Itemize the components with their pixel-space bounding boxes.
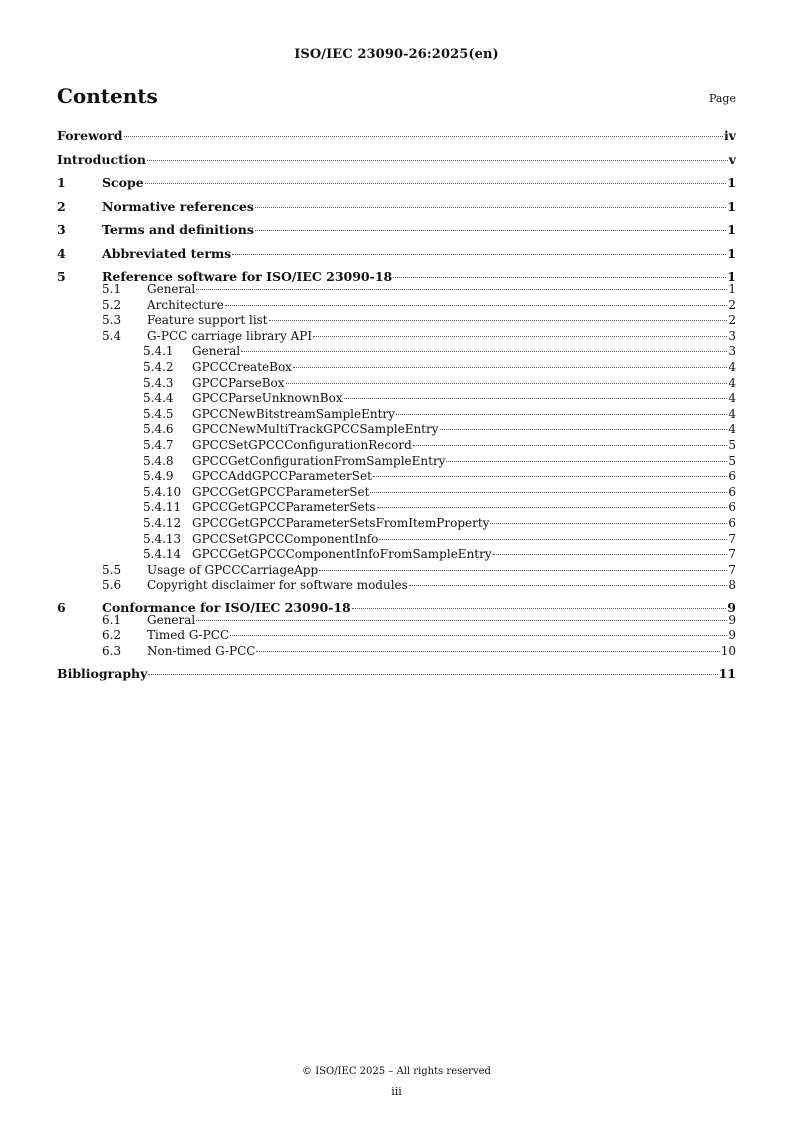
toc-entry-title: GPCCSetGPCCConfigurationRecord	[192, 437, 412, 452]
toc-entry-title: GPCCAddGPCCParameterSet	[192, 469, 372, 484]
toc-entry-page: 3	[728, 328, 736, 343]
toc-entry-title: General	[147, 282, 196, 296]
toc-leader-dots	[255, 230, 726, 231]
toc-entry-page: 8	[728, 578, 736, 593]
toc-entry-page: 6	[728, 469, 736, 484]
toc-entry-title: G-PCC carriage library API	[147, 328, 313, 343]
toc-entry-number: 5.4.5	[143, 406, 174, 421]
toc-entry-number: 3	[57, 222, 66, 237]
toc-entry-title: GPCCSetGPCCComponentInfo	[192, 531, 379, 546]
toc-leader-dots	[319, 570, 727, 571]
toc-entry-number: 1	[57, 175, 66, 190]
toc-leader-dots	[377, 507, 728, 508]
toc-leader-dots	[286, 383, 728, 384]
toc-entry[interactable]	[57, 532, 736, 548]
toc-entry-page: v	[728, 151, 736, 167]
toc-entry-page: 6	[728, 500, 736, 515]
toc-entry-title: Copyright disclaimer for software modules	[147, 578, 408, 593]
toc-entry-number: 6	[57, 599, 66, 615]
toc-entry-title: GPCCCreateBox	[192, 359, 292, 374]
toc-entry-number: 6.1	[102, 612, 122, 627]
toc-leader-dots	[440, 429, 728, 430]
toc-entry[interactable]	[57, 438, 736, 454]
toc-leader-dots	[373, 476, 727, 477]
toc-entry[interactable]	[57, 407, 736, 423]
toc-entry-title: Bibliography	[57, 665, 148, 681]
toc-leader-dots	[241, 351, 727, 352]
toc-entry-title: GPCCNewMultiTrackGPCCSampleEntry	[192, 422, 439, 437]
toc-entry[interactable]	[57, 613, 736, 629]
toc-entry-number: 6.2	[102, 628, 122, 643]
toc-entry-number: 5	[57, 269, 66, 284]
toc-entry-number: 5.4	[102, 328, 122, 343]
toc-entry-number: 5.4.4	[143, 391, 174, 406]
toc-entry-page: 4	[728, 359, 736, 374]
toc-entry-title: Timed G-PCC	[147, 628, 230, 643]
toc-entry[interactable]	[57, 344, 736, 360]
toc-leader-dots	[344, 398, 728, 399]
toc-entry-page: 3	[728, 344, 736, 359]
toc-leader-dots	[370, 492, 727, 493]
toc-entry-title: Terms and definitions	[102, 222, 254, 237]
toc-entry-title: Foreword	[57, 128, 123, 143]
toc-entry-title: Usage of GPCCCarriageApp	[147, 562, 319, 577]
toc-entry-page: 11	[718, 665, 736, 681]
toc-entry[interactable]	[57, 329, 736, 345]
toc-entry-number: 5.2	[102, 297, 122, 312]
toc-entry[interactable]	[57, 175, 736, 199]
toc-entry[interactable]	[57, 578, 736, 594]
toc-entry-page: 2	[728, 313, 736, 328]
toc-entry[interactable]	[57, 454, 736, 470]
toc-entry-title: GPCCParseUnknownBox	[192, 391, 343, 406]
toc-leader-dots	[446, 461, 727, 462]
toc-entry[interactable]	[57, 199, 736, 223]
toc-entry-number: 5.4.6	[143, 422, 174, 437]
toc-entry[interactable]	[57, 628, 736, 644]
toc-entry-number: 5.6	[102, 578, 122, 593]
toc-entry-page: 9	[727, 599, 736, 615]
toc-leader-dots	[490, 523, 727, 524]
toc-entry-page: 4	[728, 422, 736, 437]
toc-entry-number: 2	[57, 198, 66, 214]
toc-leader-dots	[145, 183, 727, 184]
toc-entry-page: 1	[727, 222, 736, 237]
toc-entry-number: 5.4.11	[143, 500, 182, 515]
toc-entry-number: 5.4.1	[143, 344, 174, 359]
toc-entry-page: 4	[728, 406, 736, 421]
toc-entry-page: 7	[728, 562, 736, 577]
page-number: iii	[391, 1085, 402, 1098]
toc-entry-title: GPCCGetGPCCComponentInfoFromSampleEntry	[192, 547, 492, 562]
toc-leader-dots	[147, 160, 728, 161]
toc-entry[interactable]	[57, 282, 736, 298]
toc-leader-dots	[148, 674, 717, 675]
toc-entry-title: Reference software for ISO/IEC 23090-18	[102, 269, 393, 284]
toc-entry[interactable]	[57, 422, 736, 438]
toc-entry[interactable]	[57, 500, 736, 516]
toc-entry-number: 6.3	[102, 644, 122, 659]
toc-entry-number: 5.4.8	[143, 453, 174, 468]
toc-leader-dots	[493, 554, 728, 555]
toc-entry-title: Feature support list	[147, 313, 268, 328]
toc-leader-dots	[255, 207, 726, 208]
page-title: Contents	[57, 84, 158, 108]
toc-leader-dots	[409, 585, 728, 586]
toc-entry-title: Non-timed G-PCC	[147, 644, 256, 659]
toc-leader-dots	[225, 305, 728, 306]
toc-entry[interactable]	[57, 469, 736, 485]
toc-entry-title: Introduction	[57, 151, 147, 167]
toc-entry-page: 10	[720, 644, 736, 659]
toc-entry-page: 6	[728, 515, 736, 530]
toc-entry-page: 7	[728, 547, 736, 562]
toc-entry-page: 1	[727, 245, 736, 261]
toc-entry-number: 5.4.7	[143, 437, 174, 452]
toc-entry-title: Abbreviated terms	[102, 245, 232, 261]
toc-entry-title: Architecture	[147, 297, 224, 312]
toc-entry[interactable]	[57, 128, 736, 152]
toc-leader-dots	[352, 608, 727, 609]
toc-entry-number: 4	[57, 245, 66, 261]
toc-entry-page: 7	[728, 531, 736, 546]
copyright-footer: © ISO/IEC 2025 – All rights reserved	[302, 1066, 491, 1077]
toc-entry-number: 5.5	[102, 562, 122, 577]
toc-entry[interactable]	[57, 644, 736, 660]
toc-entry-title: Normative references	[102, 198, 254, 214]
toc-entry-number: 5.3	[102, 313, 122, 328]
toc-entry[interactable]	[57, 485, 736, 501]
toc-leader-dots	[256, 651, 719, 652]
toc-leader-dots	[413, 445, 728, 446]
toc-entry[interactable]	[57, 563, 736, 579]
toc-entry-title: Conformance for ISO/IEC 23090-18	[102, 599, 351, 615]
toc-entry-title: GPCCGetConfigurationFromSampleEntry	[192, 453, 446, 468]
toc-entry-title: GPCCNewBitstreamSampleEntry	[192, 406, 395, 421]
toc-entry-page: 5	[728, 453, 736, 468]
toc-leader-dots	[196, 620, 727, 621]
toc-leader-dots	[269, 320, 728, 321]
toc-leader-dots	[196, 289, 727, 290]
toc-entry-page: 1	[728, 282, 736, 296]
toc-entry-title: General	[147, 612, 196, 627]
toc-leader-dots	[124, 136, 723, 137]
toc-leader-dots	[293, 367, 727, 368]
toc-leader-dots	[393, 277, 726, 278]
toc-entry-title: Scope	[102, 175, 144, 190]
toc-entry[interactable]	[57, 360, 736, 376]
toc-entry-page: 2	[728, 297, 736, 312]
toc-entry-number: 5.4.13	[143, 531, 182, 546]
toc-entry[interactable]	[57, 547, 736, 563]
toc-entry-title: GPCCParseBox	[192, 375, 285, 390]
page-column-label: Page	[708, 92, 736, 105]
toc-entry-number: 5.4.2	[143, 359, 174, 374]
toc-entry-page: 5	[728, 437, 736, 452]
toc-leader-dots	[232, 254, 726, 255]
toc-entry-page: 9	[728, 612, 736, 627]
toc-entry-title: GPCCGetGPCCParameterSetsFromItemProperty	[192, 515, 490, 530]
toc-entry[interactable]	[57, 391, 736, 407]
toc-leader-dots	[230, 635, 727, 636]
toc-entry[interactable]	[57, 376, 736, 392]
toc-entry-number: 5.4.14	[143, 547, 182, 562]
table-of-contents	[57, 128, 736, 689]
toc-entry[interactable]	[57, 666, 736, 690]
toc-entry-title: GPCCGetGPCCParameterSet	[192, 484, 370, 499]
toc-entry-page: 1	[727, 175, 736, 190]
toc-entry-number: 5.1	[102, 282, 122, 296]
toc-entry-page: 6	[728, 484, 736, 499]
toc-entry-page: 1	[727, 269, 736, 284]
toc-entry[interactable]	[57, 313, 736, 329]
toc-leader-dots	[313, 336, 727, 337]
document-id-header: ISO/IEC 23090-26:2025(en)	[294, 47, 499, 62]
toc-entry-page: 4	[728, 391, 736, 406]
toc-entry[interactable]	[57, 516, 736, 532]
toc-leader-dots	[379, 539, 727, 540]
toc-entry-number: 5.4.10	[143, 484, 182, 499]
toc-entry-title: General	[192, 344, 241, 359]
toc-entry-page: 1	[727, 198, 736, 214]
toc-entry[interactable]	[57, 152, 736, 176]
toc-entry[interactable]	[57, 298, 736, 314]
toc-entry-page: 4	[728, 375, 736, 390]
toc-entry[interactable]	[57, 246, 736, 270]
toc-entry-page: iv	[723, 128, 736, 143]
toc-leader-dots	[396, 414, 727, 415]
toc-entry[interactable]	[57, 222, 736, 246]
toc-entry-number: 5.4.3	[143, 375, 174, 390]
toc-entry-title: GPCCGetGPCCParameterSets	[192, 500, 376, 515]
toc-entry-number: 5.4.12	[143, 515, 182, 530]
toc-entry-number: 5.4.9	[143, 469, 174, 484]
toc-entry-page: 9	[728, 628, 736, 643]
